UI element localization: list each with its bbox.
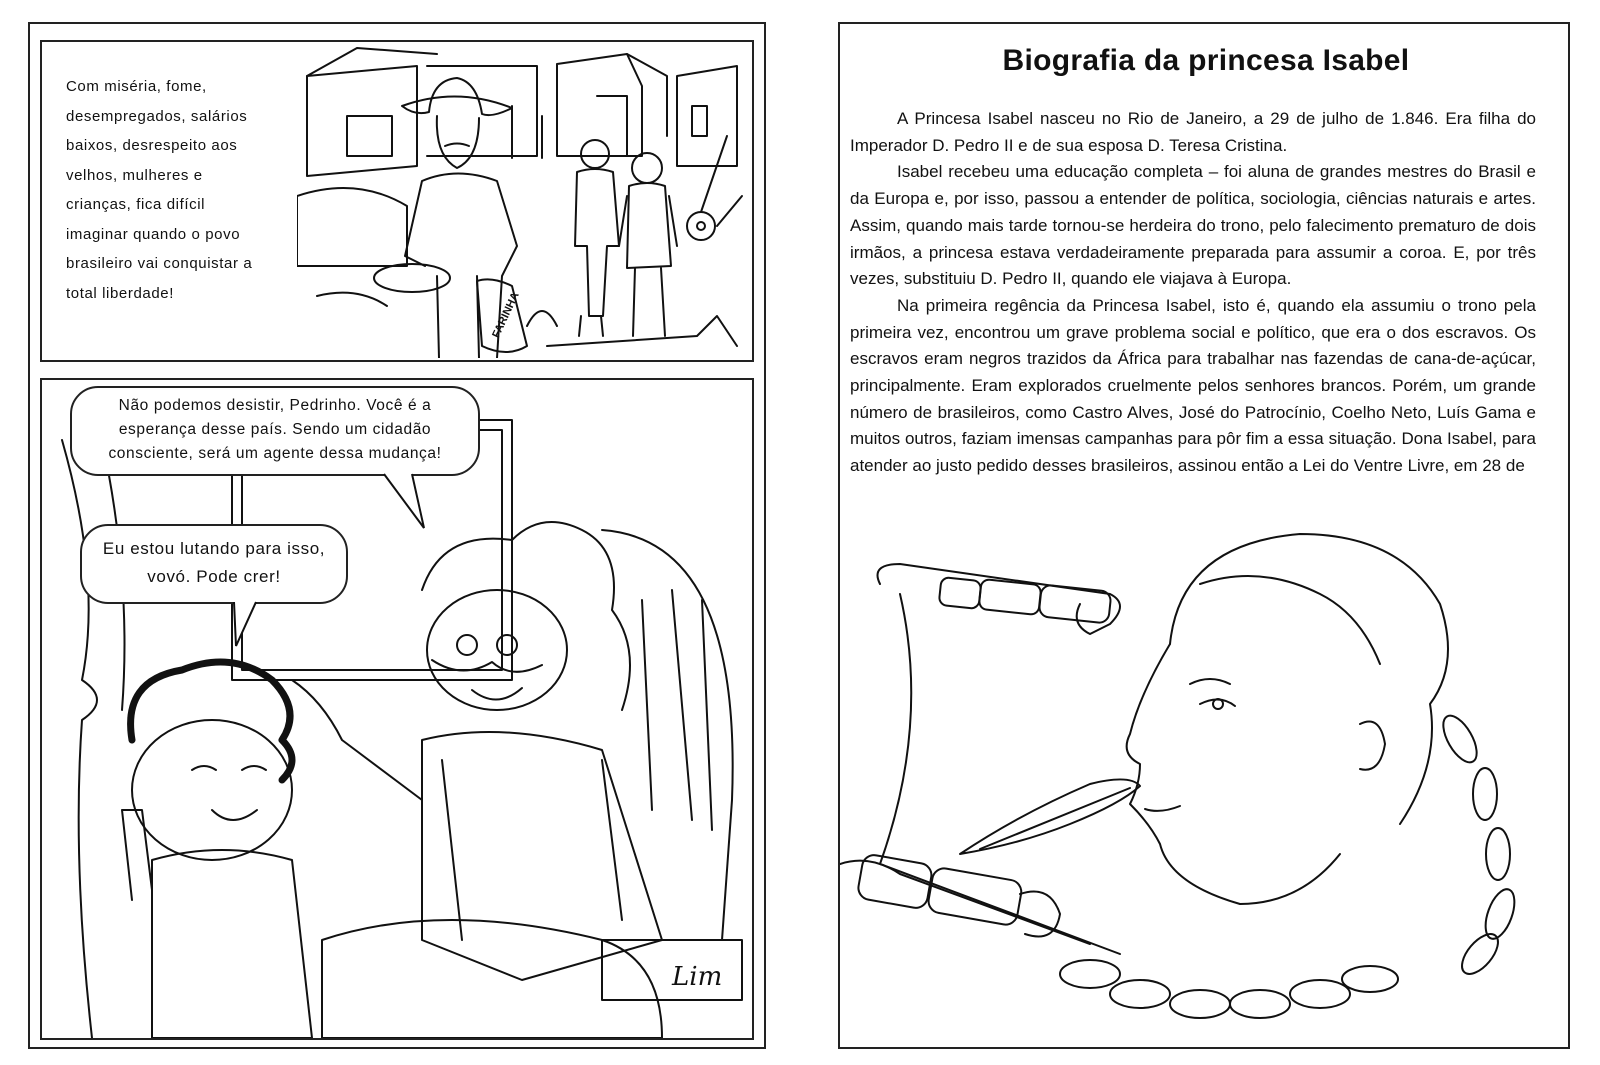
caption-line: baixos, desrespeito aos [66,137,238,154]
biography-paragraph: Isabel recebeu uma educação completa – foi aluna de grandes mestres do Brasil e da Europa e, por isso, passou a entender de política, sociologia, ciências naturais e artes. Assim, quando mais tarde tornou-se herdeira do trono, pelo falecimento prematuro de dois irmãos, a princesa estava verdadeiramente preparada para assumir a coroa. E, por três vezes, substituiu D. Pedro II, quando ele viajava à Europa. [850,162,1536,289]
caption-line: velhos, mulheres e [66,166,203,184]
speech-line: consciente, será um agente dessa mudança! [108,445,442,462]
caption-line: crianças, fica difícil [66,196,206,213]
speech-line: vovó. Pode crer! [147,567,281,586]
speech-line: Eu estou lutando para isso, [102,539,326,558]
favela-scene-illustration [297,46,749,358]
princess-isabel-illustration [840,524,1568,1046]
left-page [28,22,766,1049]
quill-pen [960,779,1140,854]
speech-bubble-grandmother [70,386,480,476]
bag-label: FARINHA [490,290,522,340]
comic-panel-top [40,40,754,362]
scroll-top [878,564,1121,634]
right-page [838,22,1570,1049]
caption-line: Com miséria, fome, [66,78,207,95]
caption-line: total liberdade! [66,284,175,302]
caption-line: brasileiro vai conquistar a [66,255,253,272]
caption-text [66,72,266,308]
speech-bubble-boy [80,524,348,604]
biography-paragraph: A Princesa Isabel nasceu no Rio de Janeiro, a 29 de julho de 1.846. Era filha do Imperador D. Pedro II e de sua esposa D. Teresa Cristina. [850,109,1536,155]
artist-signature: Lim [672,962,723,992]
comic-panel-bottom [40,378,754,1040]
caption-line: imaginar quando o povo [66,225,241,243]
page-title: Biografia da princesa Isabel [1002,44,1410,77]
man-hat [402,78,512,115]
speech-bubble-tail-grandmother [382,472,432,532]
speech-line: Não podemos desistir, Pedrinho. Você é a [118,397,432,414]
caption-line: desempregados, salários [66,107,248,125]
speech-bubble-tail-boy [230,600,270,650]
speech-line: esperança desse país. Sendo um cidadão [118,421,432,438]
biography-paragraph: Na primeira regência da Princesa Isabel, isto é, quando ela assumiu o trono pela primeira vez, encontrou um grave problema social e político, que era o dos escravos. Os escravos eram negros trazidos da África para trabalhar nas fazendas de cana-de-açúcar, principalmente. Eram explorados cruelmente pelos senhores brancos. Porém, um grande número de brasileiros, como Castro Alves, José do Patrocínio, Coelho Neto, Luís Gama e muitos outros, faziam imensas campanhas para pôr fim a essa situação. Dona Isabel, para atender ao justo pedido desses brasileiros, assinou então a Lei do Ventre Livre, em 28 de [850,295,1536,476]
biography-text [850,106,1536,480]
grandmother-hair [422,522,630,710]
